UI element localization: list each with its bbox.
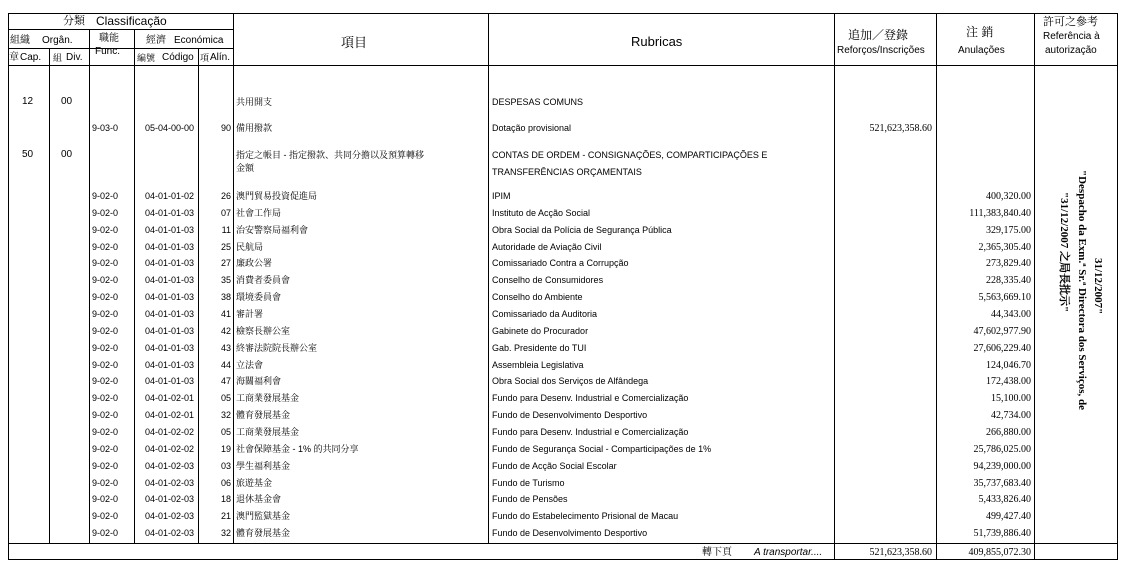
provision-func: 9-03-0 [92,123,119,133]
header-economic-pt: Económica [174,35,224,46]
row-func: 9-02-0 [92,460,119,471]
header-chapter-pt: Cap. [20,52,42,63]
row-alin: 41 [220,309,231,319]
row-alin: 21 [220,511,231,522]
row-code: 04-01-01-03 [145,207,195,218]
row-cancel: 2,365,305.40 [978,241,1031,253]
col-eco-item [233,13,234,544]
rule-classif [8,29,233,30]
row-code: 04-01-02-03 [145,511,195,522]
row-func: 9-02-0 [92,292,119,303]
row-code: 04-01-01-03 [145,275,195,286]
row-item-zh: 立法會 [236,359,264,370]
row-rubrica-pt: Fundo de Turismo [492,477,565,488]
row-cancel: 228,335.40 [986,275,1031,287]
row-item-zh: 學生福利基金 [236,460,291,471]
row-rubrica-pt: Gabinete do Procurador [492,325,589,336]
row-rubrica-pt: Fundo para Desenv. Industrial e Comercialização [492,393,689,404]
row-func: 9-02-0 [92,224,119,235]
row-cancel: 111,383,840.40 [969,207,1031,219]
col-func-eco [134,29,135,544]
rule-subhead [8,48,233,49]
row-code: 04-01-01-03 [145,292,195,303]
header-ref-zh: 許可之參考 [1043,16,1098,28]
row-cancel: 266,880.00 [986,426,1031,438]
row-rubrica-pt: Obra Social da Polícia de Segurança Pública [492,224,672,235]
row-cancel: 42,734.00 [991,410,1031,422]
row-alin: 27 [220,258,231,269]
header-classification-zh: 分類 [63,15,85,27]
row-alin: 11 [221,224,231,235]
row-item-zh: 澳門監獄基金 [236,511,291,522]
row-code: 04-01-01-03 [145,224,195,235]
row-item-zh: 澳門貿易投資促進局 [236,191,318,201]
row-cancel: 499,427.40 [986,511,1031,523]
row-func: 9-02-0 [92,275,119,286]
row-item-zh: 民航局 [236,241,264,252]
row-alin: 05 [220,426,231,437]
header-code-pt: Código [162,52,194,63]
row-item-zh: 廉政公署 [236,258,273,269]
row-func: 9-02-0 [92,511,119,522]
header-functional-pt: Func. [95,46,121,57]
row-item-zh: 檢察長辦公室 [236,325,291,336]
row-cancel: 47,602,977.90 [973,325,1031,337]
row-item-zh: 旅遊基金 [236,477,273,488]
row-code: 04-01-02-01 [145,393,195,404]
header-code-zh: 編號 [137,53,156,63]
rule-body-bottom [8,543,1118,544]
row-code: 04-01-01-03 [145,241,195,252]
row-rubrica-pt: Obra Social dos Serviços de Alfândega [492,376,649,387]
row-alin: 07 [220,207,231,218]
row-rubrica-pt: Comissariado Contra a Corrupção [492,258,629,269]
row-rubrica-pt: Fundo de Segurança Social - Comparticipações de 1% [492,443,712,454]
row-rubrica-pt: Fundo de Desenvolvimento Desportivo [492,410,648,421]
row-item-zh: 退休基金會 [236,494,282,505]
row-rubrica-pt: Assembleia Legislativa [492,359,584,370]
col-can-ref [1034,13,1035,559]
provision-alin: 90 [220,123,231,133]
row-alin: 32 [220,528,231,538]
row-code: 04-01-01-02 [145,191,195,201]
row-alin: 03 [220,460,231,471]
authorization-line-2: "Despacho da Exm.ª Sr.ª Directora dos Serviços, de [1076,170,1088,411]
section-div-12: 00 [61,96,73,107]
row-cancel: 329,175.00 [986,224,1031,236]
row-alin: 32 [220,410,231,421]
col-rub-rein [834,13,835,559]
header-reinforce-pt: Reforços/Inscrições [837,45,925,56]
rule-header-bottom [8,65,1118,66]
row-item-zh: 海關福利會 [236,376,282,387]
provision-zh: 備用撥款 [236,123,273,133]
row-func: 9-02-0 [92,494,119,505]
row-cancel: 124,046.70 [986,359,1031,371]
row-item-zh: 終審法院院長辦公室 [236,342,318,353]
header-cancel-zh: 注 銷 [966,25,994,39]
header-cancel-pt: Anulações [958,45,1005,56]
row-rubrica-pt: Fundo do Estabelecimento Prisional de Macau [492,511,679,522]
section-title-zh-50-a: 指定之帳目 - 指定撥款、共同分擔以及預算轉移 [236,150,424,160]
row-func: 9-02-0 [92,342,119,353]
row-cancel: 35,737,683.40 [973,477,1031,489]
row-item-zh: 環境委員會 [236,292,282,303]
row-func: 9-02-0 [92,241,119,252]
header-economic-zh: 經濟 [146,35,166,46]
section-title-pt-12: DESPESAS COMUNS [492,97,584,107]
row-alin: 35 [220,275,231,286]
header-item-pt: Alín. [210,52,231,63]
row-alin: 42 [220,325,231,336]
row-item-zh: 社會保障基金 - 1% 的共同分享 [236,443,359,454]
row-rubrica-pt: Autoridade de Aviação Civil [492,241,602,252]
header-division-pt: Div. [66,52,83,63]
col-left-border [8,13,9,559]
section-title-pt-50-b: TRANSFERÊNCIAS ORÇAMENTAIS [492,167,642,177]
row-code: 04-01-02-03 [145,528,195,538]
row-item-zh: 體育發展基金 [236,410,291,421]
row-cancel: 44,343.00 [991,309,1031,320]
row-item-zh: 社會工作局 [236,207,282,218]
rule-top [8,13,1118,14]
row-code: 04-01-01-03 [145,309,195,319]
row-rubrica-pt: Fundo de Acção Social Escolar [492,460,617,471]
authorization-note [1043,170,1121,470]
row-func: 9-02-0 [92,359,119,370]
row-alin: 38 [220,292,231,303]
section-cap-50: 50 [22,149,34,160]
footer-carry-pt: A transportar.... [754,547,823,558]
row-code: 04-01-02-02 [145,426,195,437]
footer-carry-zh: 轉下頁 [702,547,732,558]
row-cancel: 51,739,886.40 [973,528,1031,539]
row-alin: 05 [220,393,231,404]
row-item-zh: 體育發展基金 [236,528,291,538]
row-cancel: 15,100.00 [991,393,1031,405]
header-ref-pt2: autorização [1045,45,1097,56]
row-func: 9-02-0 [92,443,119,454]
rule-footer-bottom [8,559,1118,560]
row-alin: 47 [220,376,231,387]
row-func: 9-02-0 [92,325,119,336]
row-code: 04-01-02-03 [145,460,195,471]
section-cap-12: 12 [22,96,34,107]
section-title-zh-50-b: 金額 [236,163,255,173]
provision-reinforce: 521,623,358.60 [869,123,932,134]
row-func: 9-02-0 [92,477,119,488]
row-cancel: 273,829.40 [986,258,1031,270]
row-func: 9-02-0 [92,528,119,538]
section-title-pt-50-a: CONTAS DE ORDEM - CONSIGNAÇÕES, COMPARTICIPAÇÕES E [492,150,768,160]
section-title-zh-12: 共用開支 [236,97,273,107]
footer-total-reinforce: 521,623,358.60 [869,547,932,558]
row-alin: 26 [220,191,231,201]
header-reinforce-zh: 追加／登錄 [848,28,909,42]
header-chapter-zh: 章 [9,52,19,63]
header-item-column: 項目 [341,35,368,50]
row-code: 04-01-02-03 [145,477,195,488]
row-func: 9-02-0 [92,309,119,319]
col-cap-div [49,48,50,544]
row-func: 9-02-0 [92,410,119,421]
row-rubrica-pt: Comissariado da Auditoria [492,309,598,319]
footer-total-cancel: 409,855,072.30 [968,547,1031,558]
row-rubrica-pt: Fundo de Pensões [492,494,568,505]
header-rubricas: Rubricas [631,34,683,49]
row-cancel: 25,786,025.00 [973,443,1031,455]
row-code: 04-01-02-02 [145,443,195,454]
row-rubrica-pt: Gab. Presidente do TUI [492,342,587,353]
row-item-zh: 審計署 [236,309,264,319]
row-code: 04-01-01-03 [145,342,195,353]
row-rubrica-pt: Fundo para Desenv. Industrial e Comercialização [492,426,689,437]
provision-code: 05-04-00-00 [145,123,195,133]
row-cancel: 5,433,826.40 [978,494,1031,506]
row-func: 9-02-0 [92,393,119,404]
header-organic-zh: 組織 [10,35,30,46]
header-item-zh: 項 [200,53,210,63]
row-rubrica-pt: Fundo de Desenvolvimento Desportivo [492,528,648,538]
row-cancel: 400,320.00 [986,191,1031,202]
row-rubrica-pt: Instituto de Acção Social [492,207,591,218]
row-rubrica-pt: Conselho de Consumidores [492,275,604,286]
header-classification-pt: Classificação [96,14,167,28]
row-func: 9-02-0 [92,426,119,437]
authorization-line-1: "31/12/2007 之局長批示" [1058,192,1070,313]
header-organic-pt: Orgân. [42,35,73,46]
row-rubrica-pt: IPIM [492,191,511,201]
row-item-zh: 治安警察局福利會 [236,224,309,235]
section-div-50: 00 [61,149,73,160]
row-item-zh: 工商業發展基金 [236,393,300,404]
row-func: 9-02-0 [92,258,119,269]
row-code: 04-01-02-01 [145,410,195,421]
row-cancel: 94,239,000.00 [973,460,1031,472]
row-item-zh: 工商業發展基金 [236,426,300,437]
authorization-line-3: 31/12/2007" [1092,258,1104,315]
header-division-zh: 組 [53,53,63,63]
row-code: 04-01-01-03 [145,376,195,387]
col-item-rub [488,13,489,544]
row-code: 04-01-01-03 [145,325,195,336]
row-alin: 43 [220,342,231,353]
row-alin: 25 [220,241,231,252]
row-code: 04-01-01-03 [145,258,195,269]
provision-pt: Dotação provisional [492,123,572,133]
row-item-zh: 消費者委員會 [236,275,291,286]
row-func: 9-02-0 [92,207,119,218]
row-func: 9-02-0 [92,376,119,387]
row-code: 04-01-02-03 [145,494,195,505]
row-alin: 19 [220,443,231,454]
row-alin: 44 [220,359,231,370]
col-org-func [89,29,90,544]
row-rubrica-pt: Conselho do Ambiente [492,292,583,303]
row-alin: 06 [220,477,231,488]
row-code: 04-01-01-03 [145,359,195,370]
row-alin: 18 [220,494,231,505]
row-cancel: 5,563,669.10 [978,292,1031,304]
header-functional-zh: 職能 [99,33,119,44]
row-cancel: 172,438.00 [986,376,1031,388]
row-cancel: 27,606,229.40 [973,342,1031,354]
row-func: 9-02-0 [92,191,119,201]
header-ref-pt1: Referência à [1043,31,1100,42]
